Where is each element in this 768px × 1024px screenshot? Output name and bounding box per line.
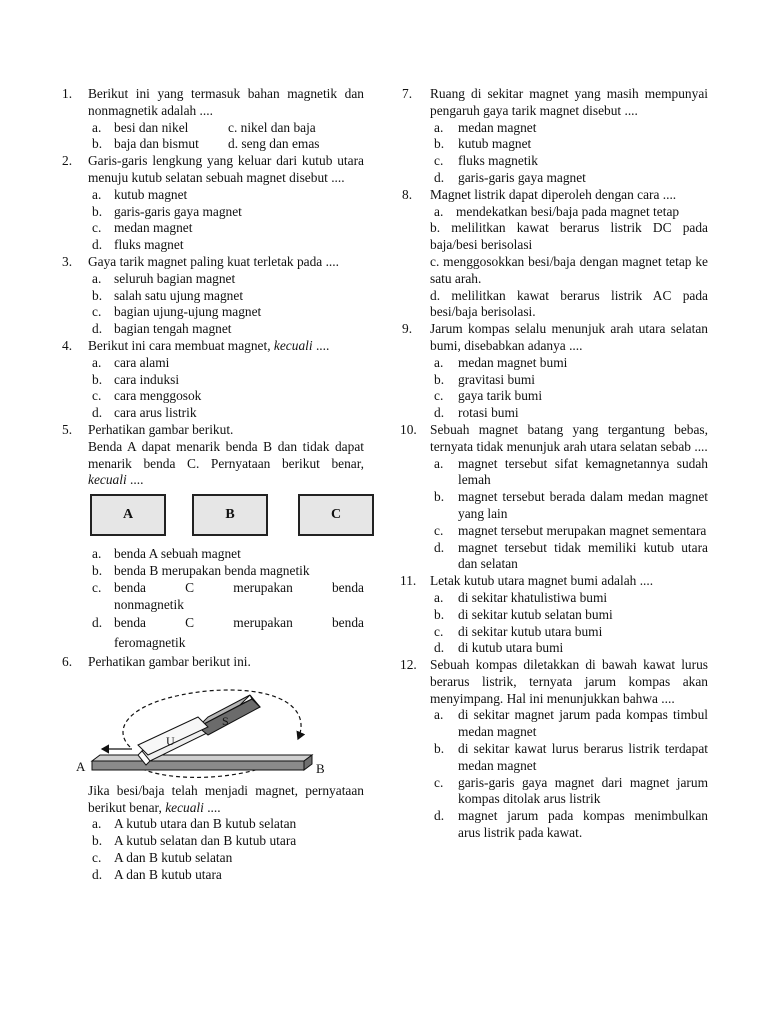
option-b[interactable]: b. gravitasi bumi [434, 371, 535, 387]
svg-text:B: B [316, 760, 325, 776]
question-stem: Sebuah magnet batang yang tergantung bebas, ternyata tidak menunjuk arah utara selatan sebab .... [430, 421, 708, 454]
option-c[interactable]: c. A dan B kutub selatan [92, 849, 233, 865]
magnet-stroke-figure [62, 677, 334, 779]
option-b[interactable]: b. benda B merupakan benda magnetik [92, 562, 310, 578]
option-c[interactable]: c. fluks magnetik [434, 153, 538, 169]
option-c[interactable]: c. cara menggosok [92, 388, 202, 404]
question-1 [62, 86, 364, 153]
options [88, 816, 364, 883]
object-boxes-figure [62, 494, 350, 542]
options [88, 355, 364, 422]
options [430, 355, 708, 422]
question-11 [402, 573, 708, 657]
box-b: B [192, 494, 268, 536]
option-c[interactable]: c. bagian ujung-ujung magnet [92, 304, 262, 320]
options [430, 456, 708, 574]
option-d[interactable]: d. rotasi bumi [434, 405, 519, 421]
question-number: 11. [400, 573, 417, 589]
option-b[interactable]: b. baja dan bismut [92, 136, 199, 152]
option-b[interactable]: b. melilitkan kawat berarus listrik DC pada baja/besi berisolasi [430, 220, 708, 253]
option-b[interactable]: b. magnet tersebut berada dalam medan magnet yang lain [434, 489, 708, 521]
option-a[interactable]: a. di sekitar magnet jarum pada kompas timbul medan magnet [434, 707, 708, 740]
box-a: A [90, 494, 166, 536]
question-6 [62, 654, 364, 884]
option-b[interactable]: b. di sekitar kutub selatan bumi [434, 606, 613, 622]
option-c[interactable]: c. benda C merupakan benda nonmagnetik [92, 579, 364, 612]
options [430, 590, 708, 657]
option-d[interactable]: d. bagian tengah magnet [92, 321, 232, 337]
question-stem: Magnet listrik dapat diperoleh dengan cara .... [430, 186, 677, 202]
question-number: 10. [400, 421, 417, 437]
question-10 [402, 422, 708, 573]
option-a[interactable]: a. cara alami [92, 354, 170, 370]
left-column [62, 86, 364, 883]
question-number: 12. [400, 657, 417, 673]
question-2 [62, 153, 364, 254]
question-number: 6. [62, 653, 73, 669]
option-b[interactable]: b. kutub magnet [434, 136, 532, 152]
question-number: 7. [402, 86, 413, 101]
option-b[interactable]: b. di sekitar kawat lurus berarus listrik terdapat medan magnet [434, 741, 708, 773]
question-number: 1. [62, 86, 73, 101]
question-number: 5. [62, 421, 73, 437]
options [430, 707, 708, 841]
option-a[interactable]: a. medan magnet [434, 119, 537, 135]
option-c[interactable]: c. nikel dan baja [228, 119, 316, 135]
option-a[interactable]: a. di sekitar khatulistiwa bumi [434, 589, 608, 605]
question-stem: Gaya tarik magnet paling kuat terletak pada .... [88, 253, 339, 269]
option-c[interactable]: c. medan magnet [92, 220, 193, 236]
question-stem: Jarum kompas selalu menunjuk arah utara selatan bumi, disebabkan adanya .... [430, 321, 708, 353]
question-number: 9. [402, 321, 413, 337]
option-d[interactable]: d. garis-garis gaya magnet [434, 169, 586, 185]
question-12 [402, 657, 708, 842]
question-stem: Garis-garis lengkung yang keluar dari kutub utara menuju kutub selatan sebuah magnet disebut .... [88, 153, 364, 185]
question-4 [62, 338, 364, 422]
option-b[interactable]: b. garis-garis gaya magnet [92, 203, 242, 219]
question-stem: Berikut ini cara membuat magnet, kecuali .... [88, 337, 330, 353]
question-3 [62, 254, 364, 338]
option-a[interactable]: a. magnet tersebut sifat kemagnetannya sudah lemah [434, 455, 708, 488]
option-d[interactable]: d. benda C merupakan benda feromagnetik [92, 615, 364, 651]
option-d[interactable]: d. cara arus listrik [92, 405, 197, 421]
question-stem: Perhatikan gambar berikut ini. [88, 653, 251, 669]
question-stem: Ruang di sekitar magnet yang masih mempunyai pengaruh gaya tarik magnet disebut .... [430, 86, 708, 118]
question-stem-follow: Jika besi/baja telah menjadi magnet, pernyataan berikut benar, kecuali .... [88, 782, 364, 815]
option-c[interactable]: c. gaya tarik bumi [434, 388, 543, 404]
option-d[interactable]: d. di kutub utara bumi [434, 640, 564, 656]
option-a[interactable]: a. mendekatkan besi/baja pada magnet tetap [434, 203, 680, 219]
question-7 [402, 86, 708, 187]
option-c[interactable]: c. menggosokkan besi/baja dengan magnet tetap ke satu arah. [430, 253, 708, 286]
svg-text:A: A [76, 758, 86, 774]
option-c[interactable]: c. magnet tersebut merupakan magnet sementara [434, 522, 707, 538]
option-b[interactable]: b. cara induksi [92, 371, 180, 387]
question-stem: Berikut ini yang termasuk bahan magnetik dan nonmagnetik adalah .... [88, 86, 364, 118]
option-d[interactable]: d. melilitkan kawat berarus listrik AC pada besi/baja berisolasi. [430, 287, 708, 320]
svg-text:U: U [166, 733, 175, 748]
options [88, 187, 364, 254]
question-number: 4. [62, 337, 73, 353]
option-c[interactable]: c. garis-garis gaya magnet dari magnet jarum kompas ditolak arus listrik [434, 774, 708, 807]
question-stem: Sebuah kompas diletakkan di bawah kawat lurus berarus listrik, ternyata jarum kompas akan menyimpang. Hal ini menunjukkan bahwa .... [430, 657, 708, 706]
option-b[interactable]: b. A kutub selatan dan B kutub utara [92, 833, 297, 849]
option-d[interactable]: d. magnet jarum pada kompas menimbulkan arus listrik pada kawat. [434, 808, 708, 841]
box-c: C [298, 494, 374, 536]
options [88, 271, 364, 338]
question-number: 3. [62, 253, 73, 269]
svg-text:S: S [222, 713, 229, 728]
option-b[interactable]: b. salah satu ujung magnet [92, 287, 244, 303]
question-number: 2. [62, 153, 73, 169]
question-5 [62, 422, 364, 652]
option-a[interactable]: a. A kutub utara dan B kutub selatan [92, 816, 297, 832]
option-a[interactable]: a. kutub magnet [92, 186, 188, 202]
option-a[interactable]: a. seluruh bagian magnet [92, 270, 236, 286]
option-d[interactable]: d. fluks magnet [92, 237, 184, 253]
right-column [402, 86, 708, 842]
option-a[interactable]: a. medan magnet bumi [434, 354, 568, 370]
question-9 [402, 321, 708, 422]
option-a[interactable]: a. benda A sebuah magnet [92, 546, 241, 562]
options [430, 120, 708, 187]
magnetization-diagram [62, 677, 334, 779]
option-d[interactable]: d. magnet tersebut tidak memiliki kutub utara dan selatan [434, 539, 708, 572]
question-stem: Letak kutub utara magnet bumi adalah .... [430, 573, 654, 589]
question-stem-intro: Perhatikan gambar berikut. [88, 421, 234, 437]
option-d[interactable]: d. seng dan emas [228, 136, 320, 152]
question-8 [402, 187, 708, 321]
option-a[interactable]: a. besi dan nikel [92, 119, 189, 135]
option-grid [62, 120, 364, 154]
option-c[interactable]: c. di sekitar kutub utara bumi [434, 623, 603, 639]
question-number: 8. [402, 186, 413, 202]
option-d[interactable]: d. A dan B kutub utara [92, 866, 222, 882]
question-stem: Benda A dapat menarik benda B dan tidak dapat menarik benda C. Pernyataan berikut benar, kecuali .... [88, 438, 364, 488]
